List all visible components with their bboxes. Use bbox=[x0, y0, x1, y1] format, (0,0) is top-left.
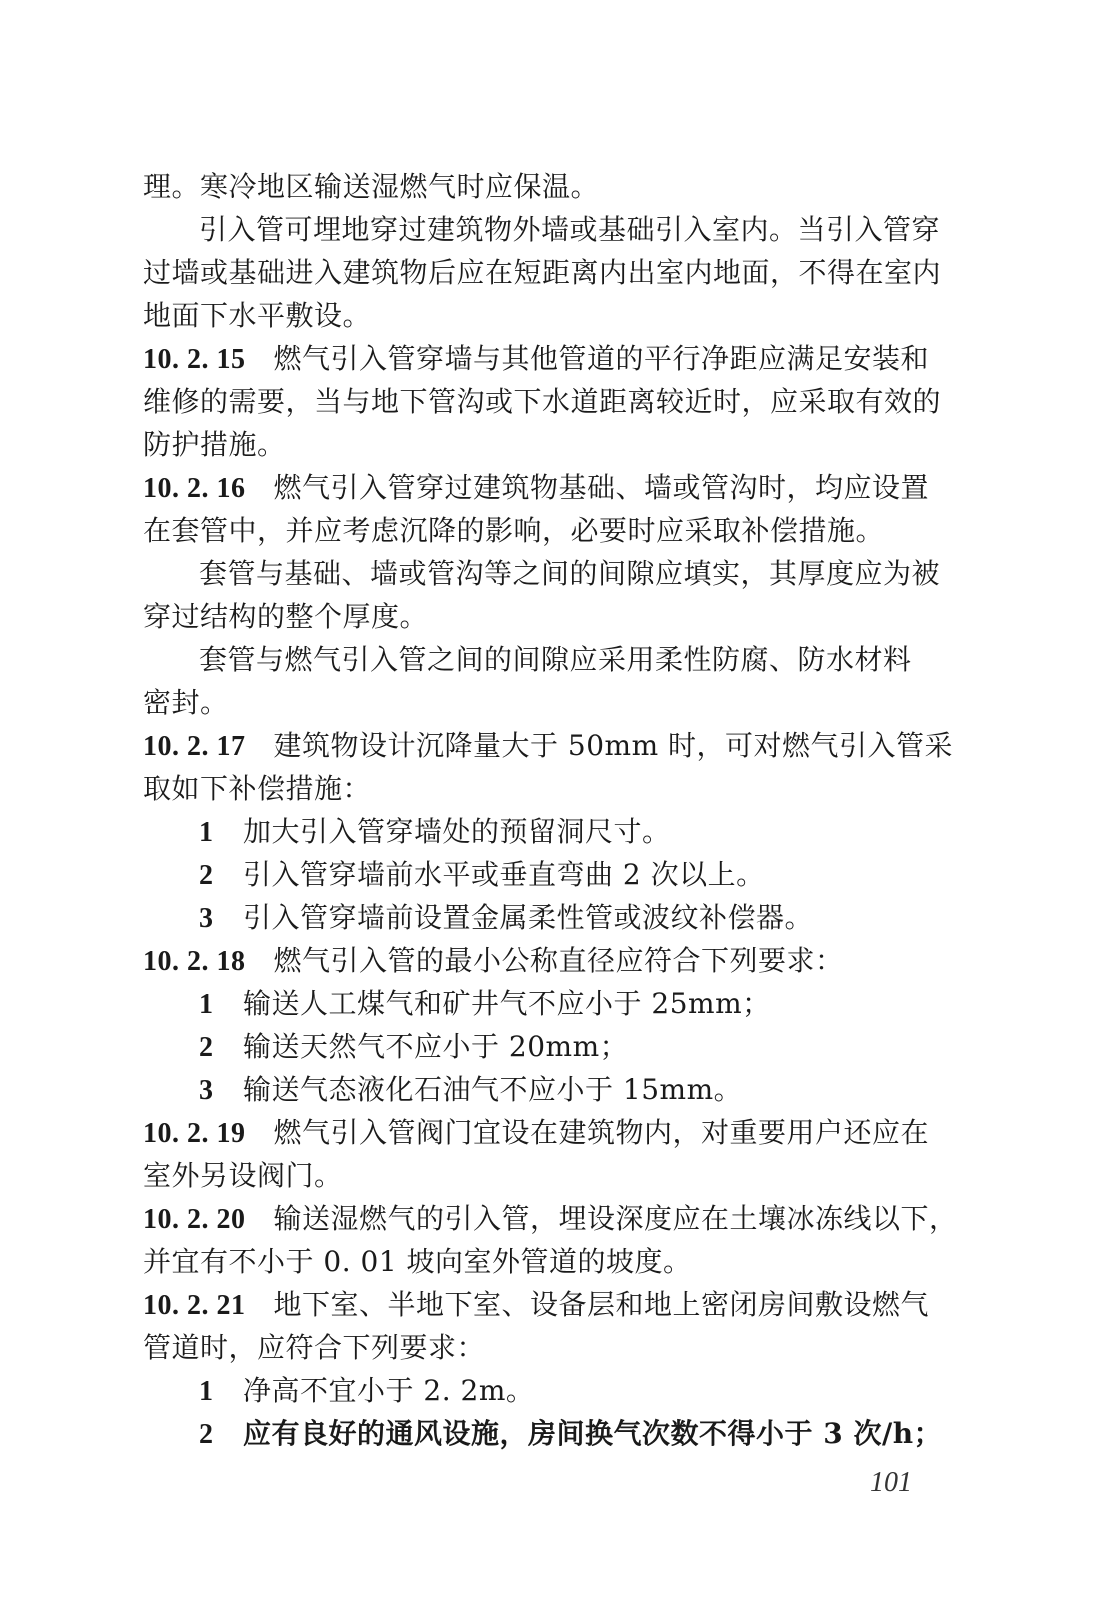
text-line: 穿过结构的整个厚度。 bbox=[143, 600, 429, 633]
clause-text: 燃气引入管穿过建筑物基础、墙或管沟时，均应设置 bbox=[273, 471, 930, 504]
clause-text: 燃气引入管穿墙与其他管道的平行净距应满足安装和 bbox=[273, 342, 930, 375]
text-line: 室外另设阀门。 bbox=[143, 1159, 343, 1192]
text-line: 并宜有不小于 0. 01 坡向室外管道的坡度。 bbox=[143, 1245, 692, 1278]
text-line: 地面下水平敷设。 bbox=[143, 299, 372, 332]
item-number: 2 bbox=[199, 1032, 214, 1063]
list-item-bold bbox=[199, 1414, 942, 1454]
clause-text: 燃气引入管的最小公称直径应符合下列要求： bbox=[273, 944, 844, 977]
clause-text: 输送湿燃气的引入管，埋设深度应在土壤冰冻线以下， bbox=[273, 1202, 958, 1235]
text-line: 理。寒冷地区输送湿燃气时应保温。 bbox=[143, 170, 600, 203]
list-item bbox=[199, 984, 771, 1024]
item-number: 3 bbox=[199, 1075, 214, 1106]
list-item bbox=[199, 1371, 534, 1411]
item-number: 1 bbox=[199, 1376, 214, 1407]
clause-text: 地下室、半地下室、设备层和地上密闭房间敷设燃气 bbox=[273, 1288, 930, 1321]
item-text: 引入管穿墙前设置金属柔性管或波纹补偿器。 bbox=[243, 901, 814, 934]
clause-number: 10. 2. 15 bbox=[143, 344, 246, 375]
clause-10-2-20 bbox=[143, 1199, 958, 1239]
text-line: 取如下补偿措施： bbox=[143, 772, 372, 805]
text-line: 引入管可埋地穿过建筑物外墙或基础引入室内。当引入管穿 bbox=[199, 213, 941, 246]
clause-number: 10. 2. 21 bbox=[143, 1290, 246, 1321]
text-line: 套管与燃气引入管之间的间隙应采用柔性防腐、防水材料 bbox=[199, 643, 912, 676]
item-number: 3 bbox=[199, 903, 214, 934]
text-line: 在套管中，并应考虑沉降的影响，必要时应采取补偿措施。 bbox=[143, 514, 885, 547]
clause-10-2-15 bbox=[143, 339, 929, 379]
list-item bbox=[199, 855, 765, 895]
clause-number: 10. 2. 16 bbox=[143, 473, 246, 504]
item-number: 1 bbox=[199, 989, 214, 1020]
clause-number: 10. 2. 18 bbox=[143, 946, 246, 977]
item-number: 2 bbox=[199, 1419, 214, 1450]
clause-10-2-19 bbox=[143, 1113, 929, 1153]
text-line: 管道时，应符合下列要求： bbox=[143, 1331, 486, 1364]
text-line: 过墙或基础进入建筑物后应在短距离内出室内地面，不得在室内 bbox=[143, 256, 942, 289]
clause-text: 建筑物设计沉降量大于 50mm 时，可对燃气引入管采 bbox=[273, 729, 954, 762]
list-item bbox=[199, 1027, 628, 1067]
clause-number: 10. 2. 17 bbox=[143, 731, 246, 762]
clause-10-2-18 bbox=[143, 941, 844, 981]
item-text: 输送天然气不应小于 20mm； bbox=[243, 1030, 629, 1063]
list-item bbox=[199, 1070, 742, 1110]
text-line: 套管与基础、墙或管沟等之间的间隙应填实，其厚度应为被 bbox=[199, 557, 941, 590]
text-line: 密封。 bbox=[143, 686, 229, 719]
item-text: 引入管穿墙前水平或垂直弯曲 2 次以上。 bbox=[243, 858, 765, 891]
clause-10-2-21 bbox=[143, 1285, 929, 1325]
clause-10-2-16 bbox=[143, 468, 929, 508]
clause-text: 燃气引入管阀门宜设在建筑物内，对重要用户还应在 bbox=[273, 1116, 930, 1149]
item-text: 应有良好的通风设施，房间换气次数不得小于 3 次/h； bbox=[243, 1417, 943, 1450]
item-number: 1 bbox=[199, 817, 214, 848]
text-line: 维修的需要，当与地下管沟或下水道距离较近时，应采取有效的 bbox=[143, 385, 942, 418]
item-text: 加大引入管穿墙处的预留洞尺寸。 bbox=[243, 815, 671, 848]
list-item bbox=[199, 812, 671, 852]
item-number: 2 bbox=[199, 860, 214, 891]
list-item bbox=[199, 898, 813, 938]
item-text: 输送人工煤气和矿井气不应小于 25mm； bbox=[243, 987, 771, 1020]
item-text: 净高不宜小于 2. 2m。 bbox=[243, 1374, 535, 1407]
text-line: 防护措施。 bbox=[143, 428, 286, 461]
clause-10-2-17 bbox=[143, 726, 953, 766]
item-text: 输送气态液化石油气不应小于 15mm。 bbox=[243, 1073, 743, 1106]
clause-number: 10. 2. 19 bbox=[143, 1118, 246, 1149]
page-number: 101 bbox=[870, 1467, 912, 1498]
clause-number: 10. 2. 20 bbox=[143, 1204, 246, 1235]
